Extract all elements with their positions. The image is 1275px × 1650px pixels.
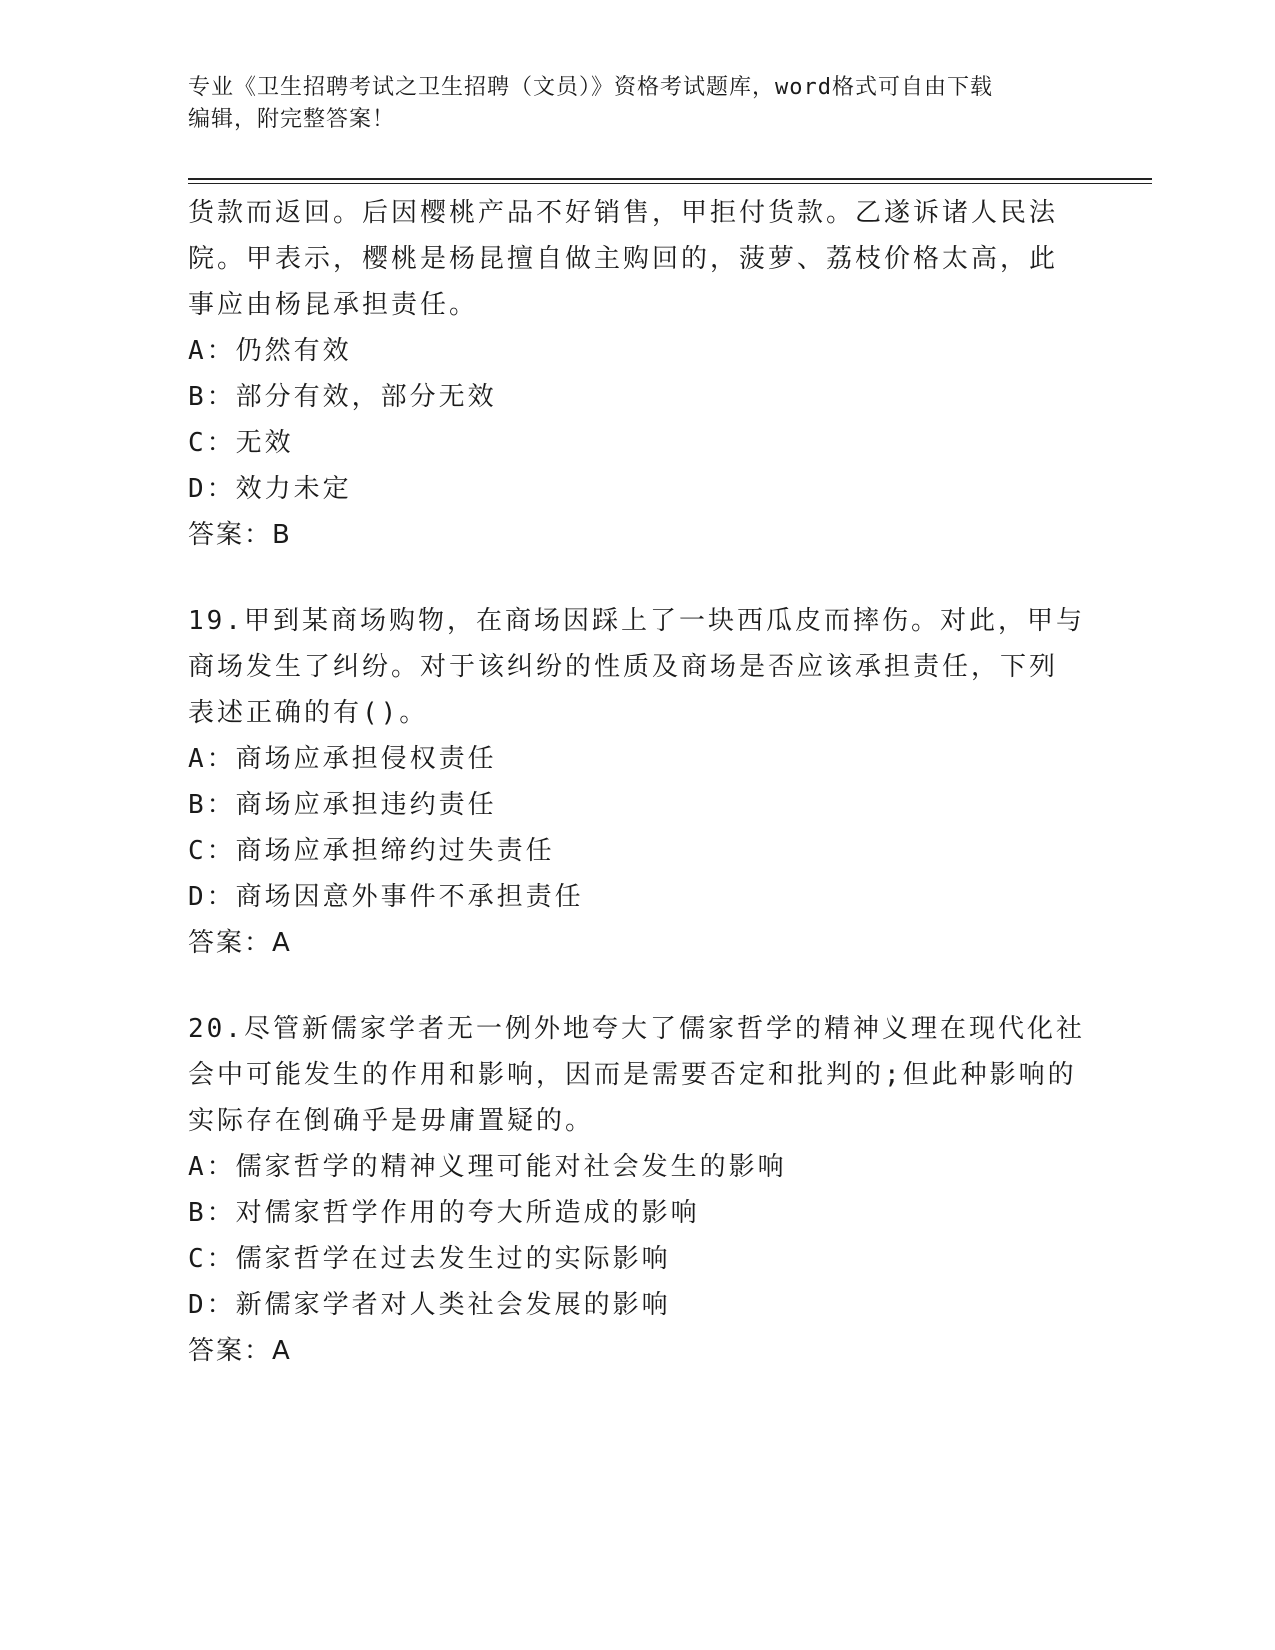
question-text-line: 院。甲表示，樱桃是杨昆擅自做主购回的，菠萝、荔枝价格太高，此 (188, 244, 1059, 274)
answer: 答案：B (188, 520, 292, 550)
header-title-line-2: 编辑，附完整答案！ (188, 107, 396, 132)
option-b: B：对儒家哲学作用的夸大所造成的影响 (188, 1198, 700, 1228)
question-text-line: 表述正确的有()。 (188, 698, 429, 728)
option-a: A：商场应承担侵权责任 (188, 744, 497, 774)
header-title-line-1: 专业《卫生招聘考试之卫生招聘（文员）》资格考试题库，word格式可自由下载 (188, 75, 993, 100)
option-a: A：儒家哲学的精神义理可能对社会发生的影响 (188, 1152, 787, 1182)
question-text-line: 会中可能发生的作用和影响，因而是需要否定和批判的;但此种影响的 (188, 1060, 1077, 1090)
question-19 (188, 598, 1088, 966)
question-text-line: 20.尽管新儒家学者无一例外地夸大了儒家哲学的精神义理在现代化社 (188, 1014, 1085, 1044)
option-c: C：商场应承担缔约过失责任 (188, 836, 555, 866)
option-c: C：无效 (188, 428, 294, 458)
spacer (188, 966, 1088, 1006)
answer: 答案：A (188, 928, 292, 958)
question-text-line: 货款而返回。后因樱桃产品不好销售，甲拒付货款。乙遂诉诸人民法 (188, 198, 1059, 228)
question-list (188, 190, 1088, 1374)
question-text-line: 商场发生了纠纷。对于该纠纷的性质及商场是否应该承担责任，下列 (188, 652, 1059, 682)
option-d: D：商场因意外事件不承担责任 (188, 882, 584, 912)
page-header (188, 72, 1088, 136)
option-d: D：效力未定 (188, 474, 352, 504)
header-divider-thin (188, 183, 1152, 184)
question-18 (188, 190, 1088, 558)
option-d: D：新儒家学者对人类社会发展的影响 (188, 1290, 671, 1320)
spacer (188, 558, 1088, 598)
question-text-line: 事应由杨昆承担责任。 (188, 290, 479, 320)
question-text-line: 19.甲到某商场购物，在商场因踩上了一块西瓜皮而摔伤。对此，甲与 (188, 606, 1085, 636)
option-b: B：商场应承担违约责任 (188, 790, 497, 820)
option-a: A：仍然有效 (188, 336, 352, 366)
question-text-line: 实际存在倒确乎是毋庸置疑的。 (188, 1106, 595, 1136)
question-20 (188, 1006, 1088, 1374)
header-divider-thick (188, 178, 1152, 180)
option-c: C：儒家哲学在过去发生过的实际影响 (188, 1244, 671, 1274)
answer: 答案：A (188, 1336, 292, 1366)
option-b: B：部分有效，部分无效 (188, 382, 497, 412)
